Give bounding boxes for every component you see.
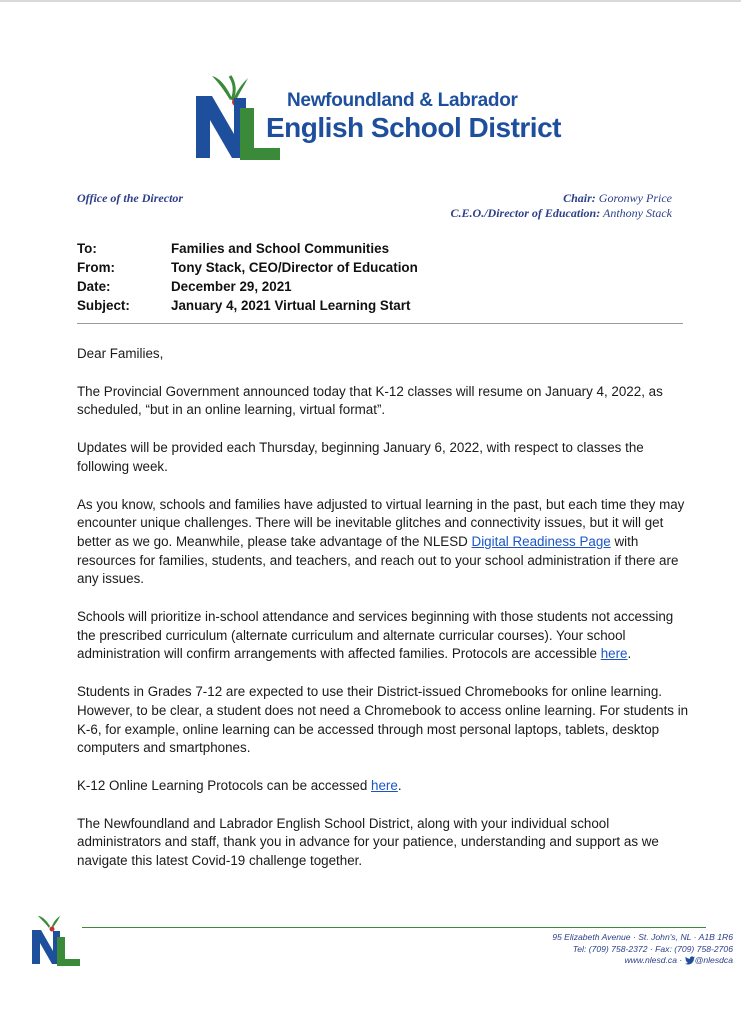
online-protocols-here-link[interactable]: here <box>371 777 398 793</box>
p4-text-before: Schools will prioritize in-school attendance and services beginning with those students not accessing the prescribed curriculum (alternate curriculum and alternate curricular courses). Your school administration will confirm arrangements with affected families. Protocols are accessible <box>77 609 674 662</box>
chair-block <box>451 191 672 221</box>
p6-text-after: . <box>397 777 402 793</box>
memo-from-value: Tony Stack, CEO/Director of Education <box>171 260 418 275</box>
memo-date-value: December 29, 2021 <box>171 279 292 294</box>
memo-date-label: Date: <box>77 279 111 294</box>
memo-subject-label: Subject: <box>77 298 130 313</box>
protocols-here-link[interactable]: here <box>600 646 628 662</box>
org-name-line2: English School District <box>266 112 561 143</box>
chair-line <box>451 191 672 206</box>
memo-to-value: Families and School Communities <box>171 241 390 256</box>
footer-contact <box>552 932 733 967</box>
twitter-icon <box>685 956 695 965</box>
footer-website[interactable]: www.nlesd.ca · <box>624 955 685 965</box>
memo-subject-row <box>77 296 418 315</box>
paragraph-announcement: The Provincial Government announced today that K-12 classes will resume on January 4, 2022, as scheduled, “but in an online learning, virtual format”. <box>77 383 663 418</box>
memo-subject-value: January 4, 2021 Virtual Learning Start <box>171 298 411 313</box>
p4-text-after: . <box>627 646 632 662</box>
chair-label: Chair: <box>563 191 596 205</box>
memo-from-row <box>77 258 418 277</box>
memo-date-row <box>77 277 418 296</box>
paragraph-chromebooks: Students in Grades 7-12 are expected to use their District-issued Chromebooks for online learning. However, to be clear, a student does not need a Chromebook to access online learning. For students in K-6, for example, online learning can be accessed through most personal laptops, tablets, desktop computers and smartphones. <box>77 684 689 756</box>
ceo-line <box>451 206 672 221</box>
footer-web-line <box>552 955 733 967</box>
footer-address: 95 Elizabeth Avenue · St. John's, NL · A1B 1R6 <box>552 932 733 942</box>
page-top-border <box>0 0 741 2</box>
salutation: Dear Families, <box>77 346 164 361</box>
district-logo <box>190 68 590 164</box>
ceo-name: Anthony Stack <box>603 206 672 220</box>
p3-text-before: As you know, schools and families have adjusted to virtual learning in the past, but each time they may encounter unique challenges. There will be inevitable glitches and connectivity issues, but it will get better as we go. Meanwhile, please take advantage of the NLESD <box>77 496 685 549</box>
memo-header <box>77 239 418 315</box>
org-name-line1: Newfoundland & Labrador <box>287 90 518 111</box>
memo-to-label: To: <box>77 241 97 256</box>
office-title: Office of the Director <box>77 191 184 205</box>
footer-phones: Tel: (709) 758-2372 · Fax: (709) 758-2706 <box>572 943 733 954</box>
footer-nl-logo-icon <box>28 912 84 968</box>
footer-twitter-handle[interactable]: @nlesdca <box>694 955 733 965</box>
footer-divider <box>82 927 706 928</box>
p6-text-before: K-12 Online Learning Protocols can be accessed <box>77 777 372 793</box>
chair-name: Goronwy Price <box>598 191 672 205</box>
digital-readiness-link[interactable]: Digital Readiness Page <box>471 533 611 549</box>
ceo-label: C.E.O./Director of Education: <box>450 206 601 220</box>
memo-divider <box>77 323 683 324</box>
memo-to-row <box>77 239 418 258</box>
paragraph-updates: Updates will be provided each Thursday, beginning January 6, 2022, with respect to classes the following week. <box>77 440 644 474</box>
paragraph-thanks: The Newfoundland and Labrador English School District, along with your individual school administrators and staff, thank you in advance for your patience, understanding and support as we navigate this latest Covid-19 challenge together. <box>77 815 659 869</box>
letter-body <box>77 345 689 890</box>
memo-from-label: From: <box>77 260 115 275</box>
paragraph-virtual-learning <box>77 496 689 590</box>
p3-text-after: with resources for families, students, and teachers, and reach out to your school administration if there are any issues. <box>77 533 679 587</box>
paragraph-protocols <box>77 777 689 796</box>
paragraph-prioritize <box>77 608 689 664</box>
